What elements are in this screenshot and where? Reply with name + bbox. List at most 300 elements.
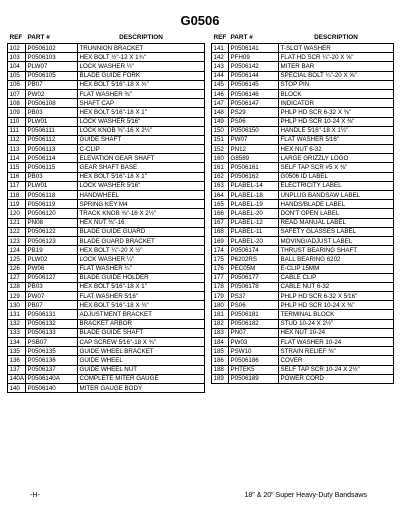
ref-cell: 125 (8, 255, 26, 264)
table-row (212, 374, 394, 383)
table-row (8, 365, 205, 374)
description-cell: HEX NUT 10-24 (279, 328, 394, 337)
part-number-cell: P0506111 (26, 126, 78, 135)
part-number-cell: P6202RS (229, 255, 279, 264)
table-row (8, 292, 205, 301)
ref-cell: 134 (8, 338, 26, 347)
ref-cell: 179 (212, 292, 229, 301)
table-row (8, 227, 205, 236)
part-number-cell: P0506119 (26, 200, 78, 209)
description-cell: BLADE GUIDE HOLDER (78, 273, 205, 282)
description-cell: FLAT WASHER ⅜" (78, 89, 205, 98)
ref-cell: 185 (212, 347, 229, 356)
table-row (8, 99, 205, 108)
description-cell: FLAT WASHER ¼" (78, 264, 205, 273)
part-number-cell: P0506147 (229, 99, 279, 108)
part-number-cell: PLW01 (26, 181, 78, 190)
part-number-cell: P0506123 (26, 236, 78, 245)
table-row (8, 44, 205, 53)
part-number-cell: P0506108 (26, 99, 78, 108)
part-number-cell: P0506113 (26, 145, 78, 154)
ref-cell: 136 (8, 356, 26, 365)
part-number-cell: P0506181 (229, 310, 279, 319)
description-cell: HEX BOLT 5⁄16"-18 X 1" (78, 108, 205, 117)
table-row (212, 71, 394, 80)
description-cell: FLAT WASHER 5⁄16" (279, 135, 394, 144)
ref-cell: 149 (212, 117, 229, 126)
part-number-cell: PHTEK5 (229, 365, 279, 374)
ref-cell: 109 (8, 108, 26, 117)
table-row (8, 181, 205, 190)
table-row (212, 218, 394, 227)
ref-cell: 119 (8, 200, 26, 209)
ref-cell: 161 (212, 163, 229, 172)
table-row (8, 273, 205, 282)
description-cell: GUIDE WHEEL BRACKET (78, 347, 205, 356)
part-number-cell: PLABEL-12 (229, 218, 279, 227)
description-cell: BLADE GUIDE FORK (78, 71, 205, 80)
ref-cell: 122 (8, 227, 26, 236)
table-row (8, 310, 205, 319)
part-number-cell: P0506144 (229, 71, 279, 80)
ref-cell: 167 (212, 218, 229, 227)
table-row (212, 163, 394, 172)
part-number-cell: PB03 (26, 108, 78, 117)
part-number-cell: P0506142 (229, 62, 279, 71)
page-title: G0506 (180, 13, 220, 28)
table-row (212, 181, 394, 190)
part-number-cell: P0506140A (26, 374, 78, 383)
description-cell: BALL BEARING 6202 (279, 255, 394, 264)
table-row (8, 117, 205, 126)
part-number-cell: PLABEL-20 (229, 236, 279, 245)
table-row (212, 356, 394, 365)
part-number-cell: P0506122 (26, 227, 78, 236)
table-row (212, 209, 394, 218)
table-row (212, 227, 394, 236)
table-row (8, 356, 205, 365)
table-row (8, 383, 205, 392)
description-cell: ADJUSTMENT BRACKET (78, 310, 205, 319)
ref-cell: 141 (212, 44, 229, 53)
part-number-cell: PLABEL-19 (229, 200, 279, 209)
table-row (8, 328, 205, 337)
ref-cell: 127 (8, 273, 26, 282)
part-number-cell: P0506136 (26, 356, 78, 365)
ref-cell: 131 (8, 310, 26, 319)
ref-cell: 146 (212, 89, 229, 98)
table-row (8, 301, 205, 310)
table-row (8, 200, 205, 209)
table-row (212, 135, 394, 144)
description-cell: SHAFT CAP (78, 99, 205, 108)
ref-cell: 180 (212, 301, 229, 310)
part-number-cell: PS06 (229, 117, 279, 126)
description-cell: STRAIN RELIEF ⅜" (279, 347, 394, 356)
description-cell: FLAT WASHER 5⁄16" (78, 292, 205, 301)
ref-cell: 111 (8, 126, 26, 135)
part-number-cell: PB03 (26, 282, 78, 291)
part-number-cell: PW07 (229, 135, 279, 144)
part-number-cell: PN12 (229, 145, 279, 154)
description-cell: ELECTRICITY LABEL (279, 181, 394, 190)
description-cell: TRUNNION BRACKET (78, 44, 205, 53)
description-cell: HEX BOLT ¼"-20 X ½" (78, 246, 205, 255)
table-row (212, 154, 394, 163)
ref-cell: 105 (8, 71, 26, 80)
description-cell: HEX BOLT 5⁄16"-18 X 1" (78, 172, 205, 181)
ref-cell: 166 (212, 209, 229, 218)
ref-cell: 112 (8, 135, 26, 144)
part-number-cell: PN08 (26, 218, 78, 227)
part-number-cell: P0506120 (26, 209, 78, 218)
part-number-cell: PW07 (26, 292, 78, 301)
description-cell: HANDLE 5⁄16"-18 X 1½" (279, 126, 394, 135)
ref-cell: 150 (212, 126, 229, 135)
table-row (8, 374, 205, 383)
description-cell: GUIDE WHEEL (78, 356, 205, 365)
description-cell: G0506 ID LABEL (279, 172, 394, 181)
table-row (212, 191, 394, 200)
table-row (8, 218, 205, 227)
table-row (212, 282, 394, 291)
part-number-cell: PS29 (229, 108, 279, 117)
part-number-cell: P0506146 (229, 89, 279, 98)
ref-cell: 182 (212, 319, 229, 328)
ref-cell: 160 (212, 154, 229, 163)
description-cell: SPECIAL BOLT ¼"-20 X ⅝" (279, 71, 394, 80)
ref-cell: 165 (212, 200, 229, 209)
parts-list-left (8, 44, 205, 393)
part-number-cell: P0506135 (26, 347, 78, 356)
description-cell: INDICATOR (279, 99, 394, 108)
ref-cell: 115 (8, 163, 26, 172)
table-row (212, 108, 394, 117)
ref-cell: 129 (8, 292, 26, 301)
ref-header: REF (213, 33, 227, 41)
part-number-cell: PB19 (26, 246, 78, 255)
table-row (212, 200, 394, 209)
table-row (212, 117, 394, 126)
table-row (212, 126, 394, 135)
part-number-cell: PLW01 (26, 117, 78, 126)
table-row (8, 172, 205, 181)
ref-cell: 183 (212, 328, 229, 337)
ref-cell: 144 (212, 71, 229, 80)
part-number-cell: PSW10 (229, 347, 279, 356)
ref-cell: 142 (212, 53, 229, 62)
description-cell: LOCK WASHER 5⁄16" (78, 181, 205, 190)
ref-cell: 120 (8, 209, 26, 218)
ref-cell: 145 (212, 80, 229, 89)
ref-cell: 130 (8, 301, 26, 310)
description-cell: GUIDE SHAFT (78, 135, 205, 144)
description-cell: BLOCK (279, 89, 394, 98)
table-row (8, 71, 205, 80)
table-row (8, 108, 205, 117)
description-cell: SELF TAP SCR #5 X ⅜" (279, 163, 394, 172)
description-cell: HEX NUT ⅜"-16 (78, 218, 205, 227)
table-row (212, 145, 394, 154)
ref-cell: 168 (212, 227, 229, 236)
part-number-cell: PS37 (229, 292, 279, 301)
description-cell: HEX BOLT ½"-12 X 1¾" (78, 53, 205, 62)
description-cell: PHLP HD SCR 6-32 X 5⁄16" (279, 292, 394, 301)
part-header: PART # (230, 33, 253, 41)
ref-cell: 140 (8, 383, 26, 392)
table-row (8, 62, 205, 71)
ref-cell: 118 (8, 191, 26, 200)
ref-cell: 137 (8, 365, 26, 374)
description-cell: LOCK KNOB ⅜"-16 X 2½" (78, 126, 205, 135)
parts-table-right (211, 31, 394, 384)
table-row (212, 347, 394, 356)
ref-cell: 186 (212, 356, 229, 365)
ref-cell: 147 (212, 99, 229, 108)
part-number-cell: P0506178 (229, 282, 279, 291)
description-cell: HANDWHEEL (78, 191, 205, 200)
description-cell: SAFETY GLASSES LABEL (279, 227, 394, 236)
ref-cell: 135 (8, 347, 26, 356)
table-row (8, 282, 205, 291)
description-cell: TRACK KNOB ⅜"-16 X 2½" (78, 209, 205, 218)
table-row (8, 154, 205, 163)
ref-cell: 189 (212, 374, 229, 383)
description-cell: MOVING/ADJUST LABEL (279, 236, 394, 245)
description-cell: THRUST BEARING SHAFT (279, 246, 394, 255)
table-row (8, 80, 205, 89)
table-row (8, 246, 205, 255)
part-number-cell: PB07 (26, 80, 78, 89)
description-cell: PHLP HD SCR 6-32 X ⅜" (279, 108, 394, 117)
description-cell: UNPLUG BANDSAW LABEL (279, 191, 394, 200)
ref-cell: 148 (212, 108, 229, 117)
part-number-cell: PLABEL-18 (229, 191, 279, 200)
ref-cell: 163 (212, 181, 229, 190)
part-number-cell: P0506141 (229, 44, 279, 53)
description-cell: SPRING KEY M4 (78, 200, 205, 209)
ref-cell: 140A (9, 375, 24, 383)
ref-cell: 181 (212, 310, 229, 319)
table-row (212, 365, 394, 374)
description-cell: FLAT WASHER 10-24 (279, 338, 394, 347)
ref-cell: 176 (212, 264, 229, 273)
part-number-cell: P0506131 (26, 310, 78, 319)
description-cell: CABLE CLIP (279, 273, 394, 282)
ref-cell: 106 (8, 80, 26, 89)
description-cell: T-SLOT WASHER (279, 44, 394, 53)
part-number-cell: P0506140 (26, 383, 78, 392)
table-row (212, 99, 394, 108)
description-cell: HEX NUT 6-32 (279, 145, 394, 154)
description-cell: ELEVATION GEAR SHAFT (78, 154, 205, 163)
part-number-cell: P0506127 (26, 273, 78, 282)
ref-cell: 126 (8, 264, 26, 273)
ref-cell: 188 (212, 365, 229, 374)
ref-cell: 117 (8, 181, 26, 190)
description-cell: E-CLIP 15MM (279, 264, 394, 273)
table-row (212, 44, 394, 53)
part-number-cell: PW03 (229, 338, 279, 347)
product-name: 18" & 20" Super Heavy-Duty Bandsaws (244, 492, 367, 499)
ref-cell: 114 (8, 154, 26, 163)
description-cell: TERMINAL BLOCK (279, 310, 394, 319)
part-number-cell: P0506182 (229, 319, 279, 328)
ref-cell: 108 (8, 99, 26, 108)
parts-table-left (7, 31, 205, 393)
ref-cell: 152 (212, 145, 229, 154)
ref-cell: 104 (8, 62, 26, 71)
table-row (8, 145, 205, 154)
part-number-cell: PLW07 (26, 62, 78, 71)
table-row (212, 310, 394, 319)
table-row (212, 264, 394, 273)
description-cell: COVER (279, 356, 394, 365)
description-cell: C-CLIP (78, 145, 205, 154)
ref-cell: 174 (212, 246, 229, 255)
part-number-cell: P0506137 (26, 365, 78, 374)
description-cell: POWER CORD (279, 374, 394, 383)
ref-cell: 169 (212, 236, 229, 245)
description-cell: GEAR SHAFT BASE (78, 163, 205, 172)
table-row (8, 264, 205, 273)
ref-cell: 175 (212, 255, 229, 264)
part-number-cell: PS06 (229, 301, 279, 310)
part-number-cell: G8589 (229, 154, 279, 163)
description-cell: LOCK WASHER 5⁄16" (78, 117, 205, 126)
part-number-cell: P0506103 (26, 53, 78, 62)
description-cell: STUD 10-24 X 2½" (279, 319, 394, 328)
description-cell: LOCK WASHER ¼" (78, 255, 205, 264)
description-cell: PHLP HD SCR 10-24 X ⅜" (279, 117, 394, 126)
description-cell: READ MANUAL LABEL (279, 218, 394, 227)
part-number-cell: P0506189 (229, 374, 279, 383)
table-row (212, 273, 394, 282)
part-header: PART # (27, 33, 50, 41)
table-row (8, 338, 205, 347)
table-row (8, 236, 205, 245)
description-cell: SELF TAP SCR 10-24 X 2½" (279, 365, 394, 374)
part-number-cell: P0506132 (26, 319, 78, 328)
table-row (212, 89, 394, 98)
table-row (212, 338, 394, 347)
description-cell: BRACKET ARBOR (78, 319, 205, 328)
description-cell: HEX BOLT 5⁄16"-18 X ¾" (78, 80, 205, 89)
description-cell: HANDS/BLADE LABEL (279, 200, 394, 209)
part-number-cell: PFH09 (229, 53, 279, 62)
description-cell: MITER GAUGE BODY (78, 383, 205, 392)
part-number-cell: P0506102 (26, 44, 78, 53)
part-number-cell: PEC05M (229, 264, 279, 273)
description-cell: COMPLETE MITER GAUGE (78, 374, 205, 383)
part-number-cell: P0506133 (26, 328, 78, 337)
ref-cell: 162 (212, 172, 229, 181)
part-number-cell: P0506114 (26, 154, 78, 163)
description-header: DESCRIPTION (119, 33, 163, 41)
table-row (212, 301, 394, 310)
ref-cell: 133 (8, 328, 26, 337)
table-row (212, 62, 394, 71)
part-number-cell: PLABEL-11 (229, 227, 279, 236)
table-row (8, 163, 205, 172)
part-number-cell: PB03 (26, 172, 78, 181)
table-row (8, 135, 205, 144)
description-header: DESCRIPTION (314, 33, 358, 41)
description-cell: FLAT HD SCR ¼"-20 X ⅝" (279, 53, 394, 62)
parts-list-right (212, 44, 394, 384)
description-cell: CABLE NUT 6-32 (279, 282, 394, 291)
part-number-cell: P0506112 (26, 135, 78, 144)
table-row (212, 328, 394, 337)
table-row (8, 126, 205, 135)
description-cell: GUIDE WHEEL NUT (78, 365, 205, 374)
part-number-cell: PW02 (26, 89, 78, 98)
part-number-cell: P0506118 (26, 191, 78, 200)
table-row (212, 246, 394, 255)
ref-cell: 113 (8, 145, 26, 154)
part-number-cell: P0506145 (229, 80, 279, 89)
ref-cell: 116 (8, 172, 26, 181)
table-row (212, 172, 394, 181)
table-row (212, 236, 394, 245)
ref-cell: 132 (8, 319, 26, 328)
part-number-cell: PB07 (26, 301, 78, 310)
description-cell: STOP PIN (279, 80, 394, 89)
part-number-cell: P0506150 (229, 126, 279, 135)
ref-cell: 124 (8, 246, 26, 255)
table-row (212, 255, 394, 264)
ref-cell: 103 (8, 53, 26, 62)
part-number-cell: PSB07 (26, 338, 78, 347)
table-row (8, 255, 205, 264)
table-row (8, 89, 205, 98)
ref-cell: 177 (212, 273, 229, 282)
part-number-cell: P0506162 (229, 172, 279, 181)
ref-cell: 102 (8, 44, 26, 53)
description-cell: LARGE GRIZZLY LOGO (279, 154, 394, 163)
table-header-row (212, 31, 394, 44)
description-cell: CAP SCREW 5⁄16"-18 X ¾" (78, 338, 205, 347)
ref-cell: 178 (212, 282, 229, 291)
part-number-cell: P0506115 (26, 163, 78, 172)
part-number-cell: P0506177 (229, 273, 279, 282)
ref-cell: 110 (8, 117, 26, 126)
ref-header: REF (9, 33, 23, 41)
table-row (212, 292, 394, 301)
table-row (8, 209, 205, 218)
table-row (212, 319, 394, 328)
part-number-cell: P0506174 (229, 246, 279, 255)
table-row (212, 80, 394, 89)
description-cell: HEX BOLT 5⁄16"-18 X ¾" (78, 301, 205, 310)
table-row (8, 347, 205, 356)
part-number-cell: P0506161 (229, 163, 279, 172)
ref-cell: 151 (212, 135, 229, 144)
table-row (8, 191, 205, 200)
part-number-cell: P0506186 (229, 356, 279, 365)
ref-cell: 123 (8, 236, 26, 245)
part-number-cell: PLW02 (26, 255, 78, 264)
ref-cell: 121 (8, 218, 26, 227)
description-cell: LOCK WASHER ½" (78, 62, 205, 71)
part-number-cell: PLABEL-14 (229, 181, 279, 190)
part-number-cell: PN07 (229, 328, 279, 337)
ref-cell: 128 (8, 282, 26, 291)
ref-cell: 184 (212, 338, 229, 347)
description-cell: MITER BAR (279, 62, 394, 71)
description-cell: BLADE GUIDE GUARD (78, 227, 205, 236)
part-number-cell: PW06 (26, 264, 78, 273)
